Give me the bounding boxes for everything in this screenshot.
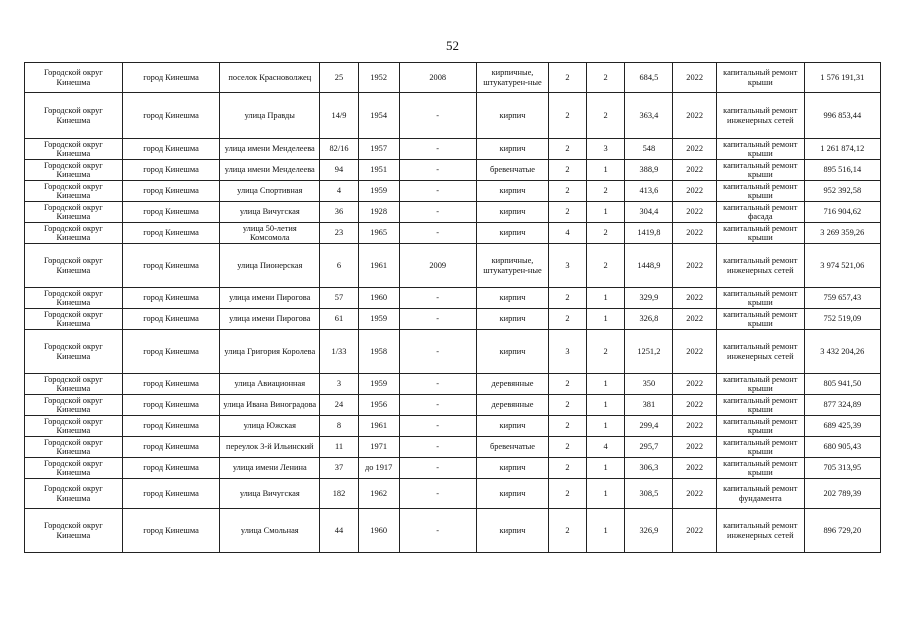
build-year-cell: 1959 <box>358 374 399 395</box>
street-cell: улица Правды <box>220 93 320 139</box>
municipality-cell: Городской округ Кинешма <box>25 93 123 139</box>
street-cell: переулок 3-й Ильинский <box>220 437 320 458</box>
street-cell: поселок Красноволжец <box>220 63 320 93</box>
house-number-cell: 182 <box>320 479 359 509</box>
plan-year-cell: 2022 <box>673 437 717 458</box>
settlement-cell: город Кинешма <box>122 458 220 479</box>
municipality-cell: Городской округ Кинешма <box>25 309 123 330</box>
plan-year-cell: 2022 <box>673 244 717 288</box>
plan-year-cell: 2022 <box>673 458 717 479</box>
floors-cell: 2 <box>549 288 587 309</box>
street-cell: улица Пионерская <box>220 244 320 288</box>
table-row <box>25 63 881 93</box>
area-cell: 363,4 <box>625 93 673 139</box>
build-year-cell: 1958 <box>358 330 399 374</box>
settlement-cell: город Кинешма <box>122 223 220 244</box>
work-type-cell: капитальный ремонт фундамента <box>717 479 805 509</box>
cost-cell: 895 516,14 <box>804 160 880 181</box>
municipality-cell: Городской округ Кинешма <box>25 330 123 374</box>
work-type-cell: капитальный ремонт крыши <box>717 63 805 93</box>
table-row <box>25 93 881 139</box>
house-number-cell: 3 <box>320 374 359 395</box>
house-number-cell: 4 <box>320 181 359 202</box>
plan-year-cell: 2022 <box>673 181 717 202</box>
wall-material-cell: кирпич <box>476 93 548 139</box>
area-cell: 329,9 <box>625 288 673 309</box>
street-cell: улица Южская <box>220 416 320 437</box>
cost-cell: 752 519,09 <box>804 309 880 330</box>
area-cell: 1251,2 <box>625 330 673 374</box>
wall-material-cell: кирпич <box>476 509 548 553</box>
renovation-year-cell: - <box>399 416 476 437</box>
renovation-year-cell: - <box>399 139 476 160</box>
wall-material-cell: кирпич <box>476 479 548 509</box>
work-type-cell: капитальный ремонт крыши <box>717 181 805 202</box>
renovation-year-cell: - <box>399 479 476 509</box>
plan-year-cell: 2022 <box>673 160 717 181</box>
build-year-cell: 1960 <box>358 509 399 553</box>
municipality-cell: Городской округ Кинешма <box>25 479 123 509</box>
house-number-cell: 14/9 <box>320 93 359 139</box>
municipality-cell: Городской округ Кинешма <box>25 202 123 223</box>
cost-cell: 3 432 204,26 <box>804 330 880 374</box>
entrances-cell: 1 <box>586 479 625 509</box>
work-type-cell: капитальный ремонт крыши <box>717 223 805 244</box>
house-number-cell: 37 <box>320 458 359 479</box>
entrances-cell: 2 <box>586 93 625 139</box>
build-year-cell: 1971 <box>358 437 399 458</box>
work-type-cell: капитальный ремонт крыши <box>717 416 805 437</box>
entrances-cell: 2 <box>586 63 625 93</box>
floors-cell: 4 <box>549 223 587 244</box>
settlement-cell: город Кинешма <box>122 93 220 139</box>
cost-cell: 202 789,39 <box>804 479 880 509</box>
work-type-cell: капитальный ремонт крыши <box>717 288 805 309</box>
floors-cell: 2 <box>549 479 587 509</box>
house-number-cell: 61 <box>320 309 359 330</box>
table-row <box>25 330 881 374</box>
work-type-cell: капитальный ремонт крыши <box>717 374 805 395</box>
floors-cell: 2 <box>549 139 587 160</box>
floors-cell: 3 <box>549 244 587 288</box>
renovation-year-cell: - <box>399 202 476 223</box>
area-cell: 350 <box>625 374 673 395</box>
settlement-cell: город Кинешма <box>122 509 220 553</box>
floors-cell: 2 <box>549 309 587 330</box>
municipality-cell: Городской округ Кинешма <box>25 395 123 416</box>
cost-cell: 3 269 359,26 <box>804 223 880 244</box>
area-cell: 326,8 <box>625 309 673 330</box>
entrances-cell: 2 <box>586 244 625 288</box>
area-cell: 306,3 <box>625 458 673 479</box>
street-cell: улица Вичугская <box>220 479 320 509</box>
municipality-cell: Городской округ Кинешма <box>25 63 123 93</box>
entrances-cell: 2 <box>586 223 625 244</box>
work-type-cell: капитальный ремонт фасада <box>717 202 805 223</box>
floors-cell: 2 <box>549 437 587 458</box>
entrances-cell: 4 <box>586 437 625 458</box>
street-cell: улица Вичугская <box>220 202 320 223</box>
floors-cell: 2 <box>549 509 587 553</box>
housing-repair-table <box>24 62 881 553</box>
house-number-cell: 44 <box>320 509 359 553</box>
wall-material-cell: кирпич <box>476 181 548 202</box>
renovation-year-cell: - <box>399 181 476 202</box>
build-year-cell: 1928 <box>358 202 399 223</box>
municipality-cell: Городской округ Кинешма <box>25 181 123 202</box>
wall-material-cell: деревянные <box>476 395 548 416</box>
floors-cell: 2 <box>549 395 587 416</box>
street-cell: улица имени Менделеева <box>220 139 320 160</box>
renovation-year-cell: - <box>399 330 476 374</box>
settlement-cell: город Кинешма <box>122 416 220 437</box>
renovation-year-cell: 2008 <box>399 63 476 93</box>
build-year-cell: 1957 <box>358 139 399 160</box>
table-row <box>25 288 881 309</box>
wall-material-cell: кирпич <box>476 288 548 309</box>
settlement-cell: город Кинешма <box>122 63 220 93</box>
house-number-cell: 82/16 <box>320 139 359 160</box>
entrances-cell: 1 <box>586 202 625 223</box>
plan-year-cell: 2022 <box>673 288 717 309</box>
floors-cell: 2 <box>549 416 587 437</box>
area-cell: 388,9 <box>625 160 673 181</box>
plan-year-cell: 2022 <box>673 374 717 395</box>
cost-cell: 705 313,95 <box>804 458 880 479</box>
build-year-cell: 1965 <box>358 223 399 244</box>
table-row <box>25 395 881 416</box>
renovation-year-cell: - <box>399 374 476 395</box>
table-row <box>25 202 881 223</box>
settlement-cell: город Кинешма <box>122 374 220 395</box>
street-cell: улица Спортивная <box>220 181 320 202</box>
plan-year-cell: 2022 <box>673 202 717 223</box>
work-type-cell: капитальный ремонт инженерных сетей <box>717 330 805 374</box>
build-year-cell: 1951 <box>358 160 399 181</box>
work-type-cell: капитальный ремонт крыши <box>717 309 805 330</box>
cost-cell: 996 853,44 <box>804 93 880 139</box>
wall-material-cell: кирпич <box>476 202 548 223</box>
table-row <box>25 437 881 458</box>
work-type-cell: капитальный ремонт крыши <box>717 458 805 479</box>
area-cell: 381 <box>625 395 673 416</box>
entrances-cell: 1 <box>586 395 625 416</box>
renovation-year-cell: - <box>399 509 476 553</box>
entrances-cell: 2 <box>586 181 625 202</box>
renovation-year-cell: - <box>399 395 476 416</box>
municipality-cell: Городской округ Кинешма <box>25 374 123 395</box>
house-number-cell: 24 <box>320 395 359 416</box>
entrances-cell: 3 <box>586 139 625 160</box>
build-year-cell: 1954 <box>358 93 399 139</box>
wall-material-cell: кирпич <box>476 330 548 374</box>
floors-cell: 2 <box>549 374 587 395</box>
house-number-cell: 11 <box>320 437 359 458</box>
cost-cell: 1 576 191,31 <box>804 63 880 93</box>
cost-cell: 952 392,58 <box>804 181 880 202</box>
area-cell: 1448,9 <box>625 244 673 288</box>
floors-cell: 2 <box>549 93 587 139</box>
street-cell: улица 50-летия Комсомола <box>220 223 320 244</box>
settlement-cell: город Кинешма <box>122 395 220 416</box>
table-row <box>25 416 881 437</box>
area-cell: 295,7 <box>625 437 673 458</box>
build-year-cell: до 1917 <box>358 458 399 479</box>
build-year-cell: 1956 <box>358 395 399 416</box>
table-row <box>25 309 881 330</box>
page-number: 52 <box>446 38 459 53</box>
renovation-year-cell: - <box>399 160 476 181</box>
cost-cell: 3 974 521,06 <box>804 244 880 288</box>
settlement-cell: город Кинешма <box>122 160 220 181</box>
settlement-cell: город Кинешма <box>122 181 220 202</box>
plan-year-cell: 2022 <box>673 395 717 416</box>
area-cell: 548 <box>625 139 673 160</box>
table-row <box>25 139 881 160</box>
renovation-year-cell: - <box>399 223 476 244</box>
entrances-cell: 1 <box>586 374 625 395</box>
municipality-cell: Городской округ Кинешма <box>25 223 123 244</box>
build-year-cell: 1962 <box>358 479 399 509</box>
floors-cell: 2 <box>549 160 587 181</box>
settlement-cell: город Кинешма <box>122 437 220 458</box>
table-row <box>25 244 881 288</box>
renovation-year-cell: 2009 <box>399 244 476 288</box>
table-row <box>25 509 881 553</box>
area-cell: 413,6 <box>625 181 673 202</box>
street-cell: улица Смольная <box>220 509 320 553</box>
house-number-cell: 8 <box>320 416 359 437</box>
work-type-cell: капитальный ремонт крыши <box>717 139 805 160</box>
table-row <box>25 479 881 509</box>
table-body <box>25 63 881 553</box>
house-number-cell: 57 <box>320 288 359 309</box>
renovation-year-cell: - <box>399 309 476 330</box>
settlement-cell: город Кинешма <box>122 244 220 288</box>
municipality-cell: Городской округ Кинешма <box>25 458 123 479</box>
area-cell: 299,4 <box>625 416 673 437</box>
table-row <box>25 181 881 202</box>
build-year-cell: 1961 <box>358 416 399 437</box>
plan-year-cell: 2022 <box>673 93 717 139</box>
floors-cell: 2 <box>549 181 587 202</box>
street-cell: улица имени Ленина <box>220 458 320 479</box>
table-row <box>25 374 881 395</box>
house-number-cell: 23 <box>320 223 359 244</box>
settlement-cell: город Кинешма <box>122 330 220 374</box>
work-type-cell: капитальный ремонт крыши <box>717 160 805 181</box>
house-number-cell: 6 <box>320 244 359 288</box>
build-year-cell: 1960 <box>358 288 399 309</box>
cost-cell: 689 425,39 <box>804 416 880 437</box>
street-cell: улица Григория Королева <box>220 330 320 374</box>
floors-cell: 2 <box>549 458 587 479</box>
cost-cell: 680 905,43 <box>804 437 880 458</box>
municipality-cell: Городской округ Кинешма <box>25 288 123 309</box>
street-cell: улица имени Пирогова <box>220 288 320 309</box>
house-number-cell: 94 <box>320 160 359 181</box>
wall-material-cell: кирпич <box>476 223 548 244</box>
municipality-cell: Городской округ Кинешма <box>25 139 123 160</box>
floors-cell: 2 <box>549 202 587 223</box>
cost-cell: 896 729,20 <box>804 509 880 553</box>
work-type-cell: капитальный ремонт крыши <box>717 395 805 416</box>
municipality-cell: Городской округ Кинешма <box>25 509 123 553</box>
cost-cell: 759 657,43 <box>804 288 880 309</box>
house-number-cell: 36 <box>320 202 359 223</box>
renovation-year-cell: - <box>399 288 476 309</box>
build-year-cell: 1952 <box>358 63 399 93</box>
renovation-year-cell: - <box>399 437 476 458</box>
settlement-cell: город Кинешма <box>122 139 220 160</box>
entrances-cell: 1 <box>586 416 625 437</box>
cost-cell: 716 904,62 <box>804 202 880 223</box>
wall-material-cell: бревенчатые <box>476 437 548 458</box>
area-cell: 326,9 <box>625 509 673 553</box>
settlement-cell: город Кинешма <box>122 202 220 223</box>
floors-cell: 3 <box>549 330 587 374</box>
area-cell: 1419,8 <box>625 223 673 244</box>
wall-material-cell: кирпич <box>476 139 548 160</box>
wall-material-cell: кирпич <box>476 309 548 330</box>
work-type-cell: капитальный ремонт крыши <box>717 437 805 458</box>
plan-year-cell: 2022 <box>673 223 717 244</box>
area-cell: 684,5 <box>625 63 673 93</box>
cost-cell: 1 261 874,12 <box>804 139 880 160</box>
wall-material-cell: кирпич <box>476 458 548 479</box>
floors-cell: 2 <box>549 63 587 93</box>
entrances-cell: 1 <box>586 309 625 330</box>
entrances-cell: 1 <box>586 509 625 553</box>
work-type-cell: капитальный ремонт инженерных сетей <box>717 509 805 553</box>
area-cell: 304,4 <box>625 202 673 223</box>
settlement-cell: город Кинешма <box>122 479 220 509</box>
renovation-year-cell: - <box>399 458 476 479</box>
table-row <box>25 223 881 244</box>
table-row <box>25 160 881 181</box>
house-number-cell: 1/33 <box>320 330 359 374</box>
settlement-cell: город Кинешма <box>122 309 220 330</box>
municipality-cell: Городской округ Кинешма <box>25 160 123 181</box>
street-cell: улица имени Пирогова <box>220 309 320 330</box>
table-row <box>25 458 881 479</box>
cost-cell: 877 324,89 <box>804 395 880 416</box>
plan-year-cell: 2022 <box>673 416 717 437</box>
entrances-cell: 1 <box>586 160 625 181</box>
plan-year-cell: 2022 <box>673 139 717 160</box>
area-cell: 308,5 <box>625 479 673 509</box>
plan-year-cell: 2022 <box>673 309 717 330</box>
entrances-cell: 2 <box>586 330 625 374</box>
renovation-year-cell: - <box>399 93 476 139</box>
plan-year-cell: 2022 <box>673 63 717 93</box>
build-year-cell: 1961 <box>358 244 399 288</box>
street-cell: улица имени Менделеева <box>220 160 320 181</box>
plan-year-cell: 2022 <box>673 509 717 553</box>
municipality-cell: Городской округ Кинешма <box>25 416 123 437</box>
municipality-cell: Городской округ Кинешма <box>25 244 123 288</box>
wall-material-cell: кирпичные, штукатурен-ные <box>476 63 548 93</box>
street-cell: улица Авиационная <box>220 374 320 395</box>
build-year-cell: 1959 <box>358 309 399 330</box>
wall-material-cell: бревенчатые <box>476 160 548 181</box>
plan-year-cell: 2022 <box>673 479 717 509</box>
build-year-cell: 1959 <box>358 181 399 202</box>
work-type-cell: капитальный ремонт инженерных сетей <box>717 93 805 139</box>
settlement-cell: город Кинешма <box>122 288 220 309</box>
plan-year-cell: 2022 <box>673 330 717 374</box>
cost-cell: 805 941,50 <box>804 374 880 395</box>
wall-material-cell: кирпич <box>476 416 548 437</box>
entrances-cell: 1 <box>586 288 625 309</box>
house-number-cell: 25 <box>320 63 359 93</box>
entrances-cell: 1 <box>586 458 625 479</box>
wall-material-cell: кирпичные, штукатурен-ные <box>476 244 548 288</box>
street-cell: улица Ивана Виноградова <box>220 395 320 416</box>
work-type-cell: капитальный ремонт инженерных сетей <box>717 244 805 288</box>
wall-material-cell: деревянные <box>476 374 548 395</box>
municipality-cell: Городской округ Кинешма <box>25 437 123 458</box>
